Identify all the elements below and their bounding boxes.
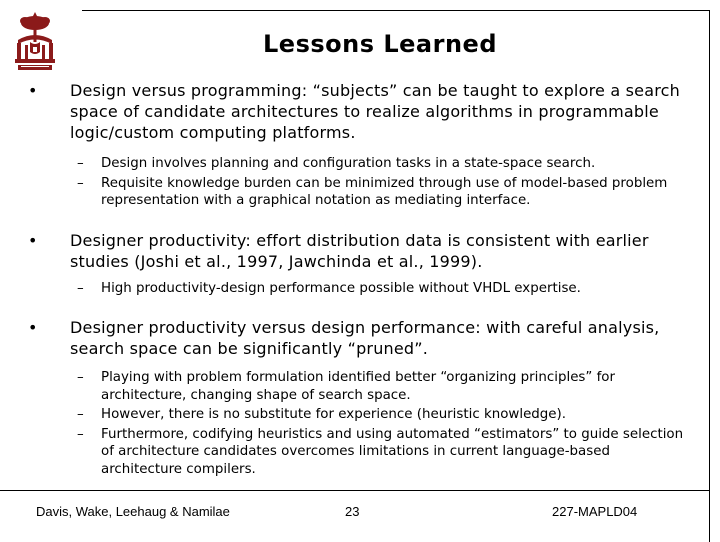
footer-code: 227-MAPLD04	[552, 504, 638, 519]
bullet-1-text: Design versus programming: “subjects” can be taught to explore a search space of candidate architectures to realize algorithms in programmable logic/custom computing platforms.	[70, 81, 680, 142]
bullet-2-text: Designer productivity: effort distribution data is consistent with earlier studies (Joshi et al., 1997, Jawchinda et al., 1999).	[70, 230, 649, 271]
bullet-3-sub-1	[28, 369, 688, 404]
bullet-3-sub-3-text: Furthermore, codifying heuristics and using automated “estimators” to guide selection of architecture candidates overcomes limitations in current language-based architecture compilers.	[101, 426, 684, 477]
bullet-2-sub-1	[28, 280, 688, 298]
bullet-2-sub-1-text: High productivity-design performance possible without VHDL expertise.	[101, 280, 581, 296]
slide-content	[28, 80, 688, 478]
bullet-marker: •	[28, 81, 38, 100]
slide-title: Lessons Learned	[263, 30, 497, 58]
footer-page-number: 23	[345, 504, 360, 519]
bullet-1-sub-1	[28, 155, 688, 173]
bullet-1-sub-1-text: Design involves planning and configuration tasks in a state-space search.	[101, 156, 596, 171]
frame-line-right	[709, 10, 710, 542]
dash-marker: –	[77, 370, 84, 385]
bullet-3-sub-2	[28, 406, 688, 424]
bullet-2	[28, 230, 688, 272]
footer-authors: Davis, Wake, Leehaug & Namilae	[36, 504, 230, 519]
bullet-3-sub-1-text: Playing with problem formulation identified better “organizing principles” for architecture, changing shape of search space.	[101, 370, 616, 403]
dash-marker: –	[77, 175, 84, 191]
bullet-marker: •	[28, 230, 38, 250]
bullet-3-sub-2-text: However, there is no substitute for experience (heuristic knowledge).	[101, 407, 567, 422]
frame-line-bottom	[0, 490, 710, 491]
frame-line-top	[82, 10, 710, 11]
bullet-1	[28, 80, 688, 143]
dash-marker: –	[77, 280, 84, 296]
bullet-1-sub-2	[28, 175, 688, 210]
bullet-3	[28, 317, 688, 359]
bullet-marker: •	[28, 318, 38, 337]
bullet-3-text: Designer productivity versus design performance: with careful analysis, search space can be significantly “pruned”.	[70, 318, 660, 358]
dash-marker: –	[77, 407, 84, 422]
bullet-3-sub-3	[28, 426, 688, 479]
dash-marker: –	[77, 156, 84, 171]
dash-marker: –	[77, 426, 84, 442]
bullet-1-sub-2-text: Requisite knowledge burden can be minimized through use of model-based problem representation with a graphical notation as mediating interface.	[101, 175, 668, 208]
